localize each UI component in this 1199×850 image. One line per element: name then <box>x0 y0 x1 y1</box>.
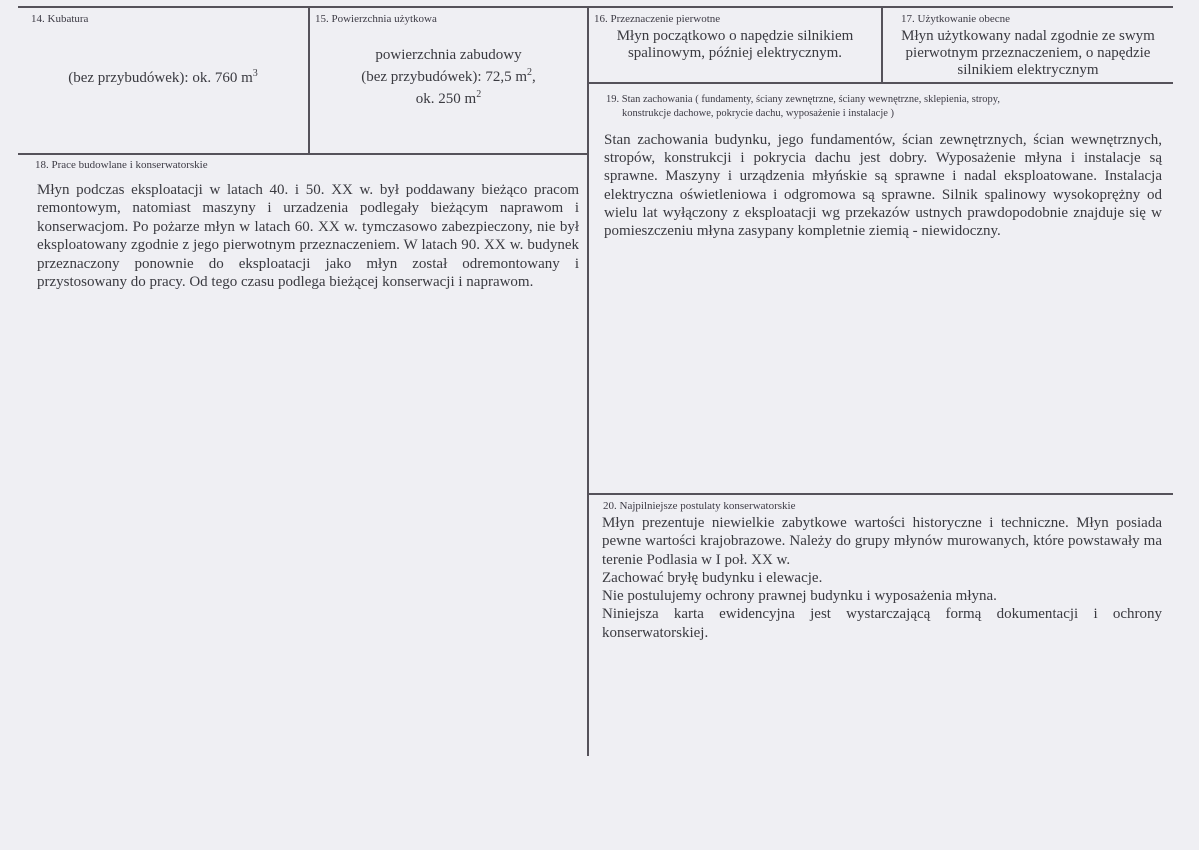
postulaty-label: 20. Najpilniejsze postulaty konserwatorskie <box>603 500 796 512</box>
powierzchnia-line3-text: ok. 250 m <box>415 91 477 107</box>
powierzchnia-section <box>310 8 587 153</box>
kubatura-value-text: (bez przybudówek): ok. 760 m <box>68 70 253 86</box>
uzytkowanie-text: Młyn użytkowany nadal zgodnie ze swym pierwotnym przeznaczeniem, o napędzie silnikiem elektrycznym <box>901 28 1155 78</box>
postulaty-para4: Niniejsza karta ewidencyjna jest wystarczającą formą dokumentacji i ochrony konserwatorskiej. <box>602 606 1162 641</box>
prace-section <box>18 155 587 755</box>
stan-label-line1: 19. Stan zachowania ( fundamenty, ściany zewnętrzne, ściany wewnętrzne, sklepienia, stropy, <box>606 94 1000 105</box>
postulaty-para3: Nie postulujemy ochrony prawnej budynku i wyposażenia młyna. <box>602 588 997 605</box>
prace-text: Młyn podczas eksploatacji w latach 40. i 50. XX w. był poddawany bieżąco pracom remontowym, natomiast maszyny i urzadzenia podlegały bieżącym naprawom i konserwacjom. Po pożarze młyn w latach 60. XX w. tymczasowo zabezpieczony, nie był eksploatowany zgodnie z jego pierwotnym przeznaczeniem. W latach 90. XX w. budynek przeznaczony ponownie do eksploatacji jako młyn został odremontowany i przystosowany do pracy. Od tego czasu podlega bieżącej konserwacji i naprawom. <box>37 182 579 291</box>
powierzchnia-line3 <box>310 86 587 108</box>
kubatura-value-sup: 3 <box>252 68 258 79</box>
kubatura-value <box>18 65 308 87</box>
prace-label: 18. Prace budowlane i konserwatorskie <box>35 159 208 171</box>
powierzchnia-line2 <box>310 64 587 86</box>
przeznaczenie-text: Młyn początkowo o napędzie silnikiem spalinowym, później elektrycznym. <box>616 28 854 61</box>
powierzchnia-line2-sup: 2 <box>527 67 533 78</box>
stan-section <box>589 84 1173 493</box>
powierzchnia-line2-suffix: , <box>532 69 536 85</box>
uzytkowanie-label: 17. Użytkowanie obecne <box>901 13 1011 25</box>
postulaty-section <box>589 495 1173 755</box>
przeznaczenie-label: 16. Przeznaczenie pierwotne <box>594 13 721 25</box>
powierzchnia-value <box>310 47 587 108</box>
kubatura-section <box>18 8 308 153</box>
postulaty-body <box>602 514 1162 642</box>
stan-text: Stan zachowania budynku, jego fundamentów, ścian zewnętrznych, ścian wewnętrznych, stropów, konstrukcji i pokrycia dachu jest dobry. Wyposażenie młyna i instalacje są sprawne. Maszyny i urządzenia młyńskie są sprawne i nadal eksploatowane. Instalacja elektryczna oświetleniowa i odgromowa są sprawne. Silnik spalinowy wysokoprężny od wielu lat wyłączony z eksploatacji wg przekazów ustnych prawdopodobnie znajduje się w pomieszczeniu młyna zasypany kompletnie ziemią - niewidoczny. <box>604 132 1162 240</box>
powierzchnia-line2-text: (bez przybudówek): 72,5 m <box>361 69 528 85</box>
postulaty-para1: Młyn prezentuje niewielkie zabytkowe wartości historyczne i techniczne. Młyn posiada pewne wartości krajobrazowe. Należy do grupy młynów murowanych, które powstawały ma terenie Podlasia w I poł. XX w. <box>602 515 1162 568</box>
powierzchnia-line3-sup: 2 <box>476 89 482 100</box>
stan-label-line2: konstrukcje dachowe, pokrycie dachu, wyposażenie i instalacje ) <box>622 108 895 119</box>
uzytkowanie-section <box>883 8 1173 82</box>
przeznaczenie-section <box>589 8 881 82</box>
kubatura-label: 14. Kubatura <box>31 13 89 25</box>
postulaty-para2: Zachować bryłę budynku i elewacje. <box>602 569 823 586</box>
powierzchnia-line1: powierzchnia zabudowy <box>375 47 522 63</box>
powierzchnia-label: 15. Powierzchnia użytkowa <box>315 13 437 25</box>
